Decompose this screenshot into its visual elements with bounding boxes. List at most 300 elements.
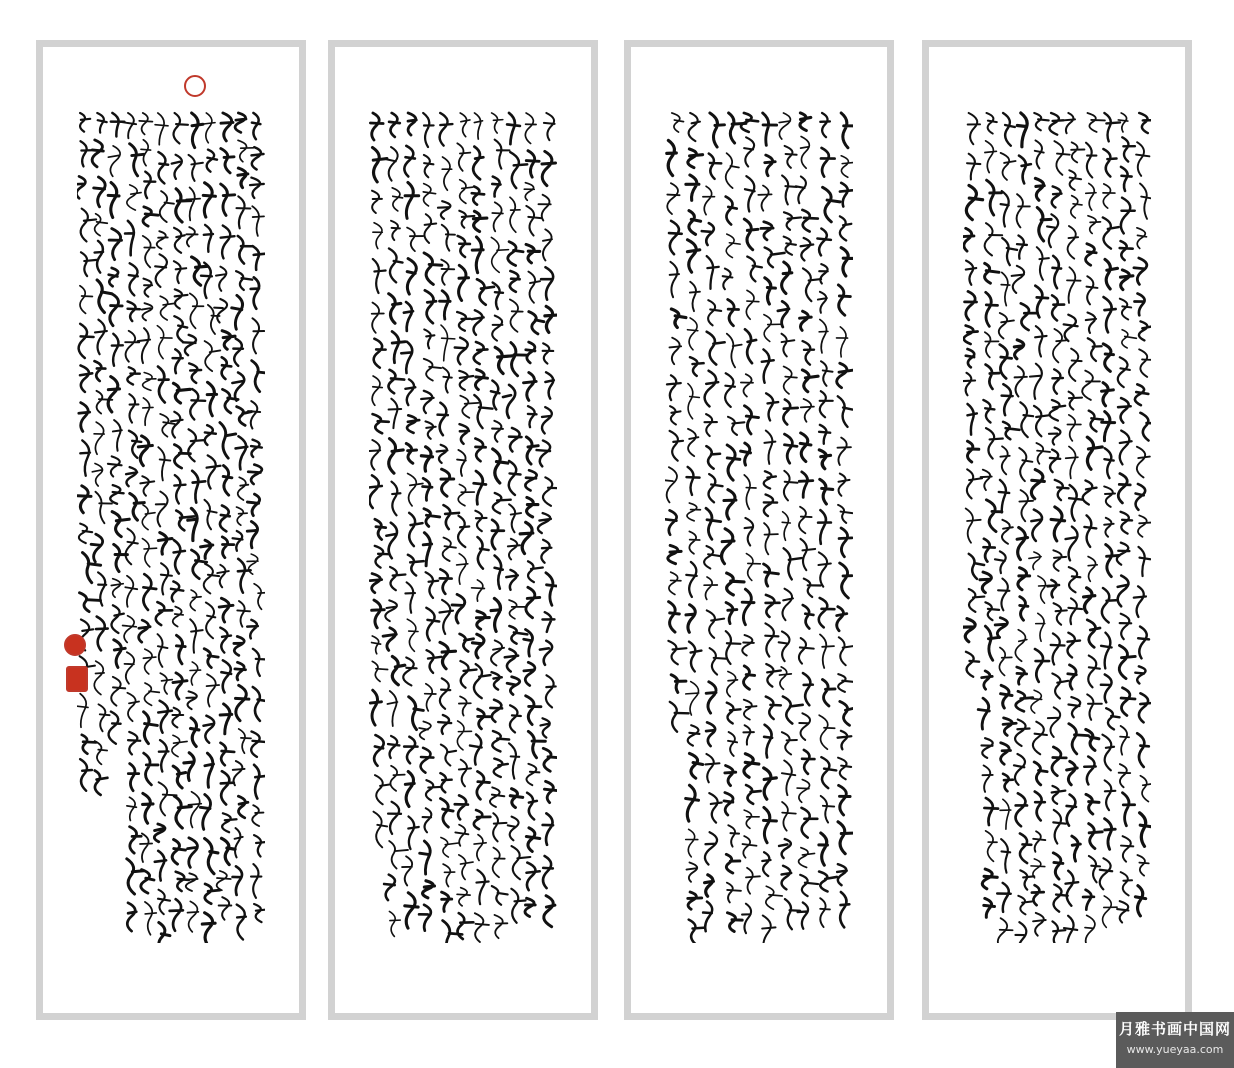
brush-character <box>170 899 183 931</box>
brush-character <box>688 149 703 168</box>
brush-character <box>372 303 384 333</box>
brush-character <box>963 373 975 395</box>
brush-character <box>545 306 557 332</box>
brush-character <box>214 299 227 322</box>
brush-character <box>1102 383 1114 406</box>
brush-character <box>1002 520 1013 544</box>
brush-character <box>388 736 399 758</box>
brush-character <box>80 286 93 314</box>
brush-character <box>818 292 827 313</box>
brush-character <box>190 619 203 653</box>
brush-character <box>110 294 122 326</box>
brush-character <box>820 479 833 504</box>
brush-character <box>111 677 125 706</box>
brush-character <box>968 404 977 435</box>
brush-character <box>142 303 153 320</box>
brush-character <box>472 310 484 335</box>
brush-character <box>705 371 719 407</box>
brush-character <box>838 822 852 854</box>
brush-character <box>158 701 172 733</box>
brush-character <box>237 507 248 525</box>
brush-character <box>171 412 183 438</box>
brush-character <box>373 259 386 293</box>
brush-character <box>1086 729 1099 750</box>
brush-character <box>543 343 554 363</box>
brush-character <box>819 425 830 444</box>
brush-character <box>723 269 733 290</box>
brush-character <box>1140 413 1151 441</box>
brush-character <box>528 406 537 427</box>
brush-character <box>475 913 489 942</box>
brush-character <box>1088 338 1102 361</box>
brush-character <box>407 259 416 295</box>
brush-character <box>440 678 450 708</box>
brush-character <box>405 182 419 218</box>
brush-character <box>233 866 242 895</box>
brush-character <box>1118 576 1129 607</box>
brush-character <box>1031 510 1042 541</box>
brush-character <box>1136 484 1146 510</box>
brush-character <box>802 210 817 232</box>
brush-character <box>129 431 141 458</box>
brush-character <box>80 365 92 391</box>
brush-character <box>1135 294 1145 316</box>
brush-character <box>1052 786 1066 804</box>
brush-character <box>1015 366 1027 396</box>
brush-character <box>192 113 203 148</box>
brush-character <box>474 211 487 231</box>
brush-character <box>157 231 168 249</box>
brush-character <box>726 197 737 225</box>
brush-character <box>408 817 418 850</box>
brush-character <box>157 326 172 359</box>
brush-character <box>370 113 383 140</box>
brush-character <box>109 712 121 744</box>
brush-character <box>799 638 814 664</box>
brush-character <box>455 795 468 819</box>
brush-character <box>138 436 152 466</box>
brush-character <box>998 579 1009 611</box>
brush-character <box>839 474 850 496</box>
brush-character <box>1134 258 1147 284</box>
brush-character <box>778 301 789 327</box>
brush-character <box>669 572 681 594</box>
brush-character <box>77 694 88 728</box>
brush-character <box>995 551 1006 573</box>
brush-character <box>426 572 439 598</box>
brush-character <box>766 697 781 719</box>
brush-character <box>703 186 715 214</box>
brush-character <box>383 628 396 651</box>
brush-character <box>188 838 198 868</box>
brush-character <box>686 175 699 200</box>
brush-character <box>404 737 417 763</box>
brush-character <box>236 436 248 469</box>
brush-character <box>477 537 488 569</box>
brush-character <box>1034 406 1049 436</box>
brush-character <box>472 580 485 601</box>
brush-character <box>220 423 236 459</box>
brush-character <box>1069 567 1081 592</box>
brush-character <box>525 470 536 490</box>
brush-character <box>127 693 139 721</box>
brush-character <box>963 619 975 642</box>
brush-character <box>472 187 484 205</box>
brush-character <box>235 662 246 680</box>
brush-character <box>840 892 849 927</box>
brush-character <box>438 201 450 219</box>
brush-character <box>437 445 448 463</box>
brush-character <box>1135 384 1148 405</box>
brush-character <box>372 636 381 654</box>
brush-character <box>155 254 167 287</box>
brush-character <box>765 248 785 268</box>
brush-character <box>1086 183 1096 210</box>
brush-character <box>204 564 219 594</box>
brush-character <box>1122 330 1137 348</box>
brush-character <box>783 696 803 723</box>
brush-character <box>986 500 1002 532</box>
brush-character <box>443 864 455 886</box>
brush-character <box>1038 576 1050 603</box>
brush-character <box>1086 143 1096 178</box>
brush-character <box>470 734 482 764</box>
brush-character <box>525 898 535 916</box>
brush-character <box>668 545 681 563</box>
brush-character <box>392 482 401 516</box>
brush-character <box>542 407 552 433</box>
brush-character <box>219 897 232 919</box>
brush-character <box>705 832 717 864</box>
brush-character <box>981 470 992 490</box>
brush-character <box>250 178 264 198</box>
brush-character <box>1000 799 1011 829</box>
brush-character <box>1088 216 1101 234</box>
brush-character <box>706 722 715 746</box>
brush-character <box>207 455 221 488</box>
brush-character <box>1051 633 1065 664</box>
brush-character <box>1119 645 1135 678</box>
brush-character <box>526 206 541 236</box>
brush-character <box>111 113 125 136</box>
brush-character <box>1052 369 1063 393</box>
brush-character <box>1000 345 1012 379</box>
brush-character <box>390 766 404 791</box>
brush-character <box>1052 295 1064 320</box>
brush-character <box>782 802 796 831</box>
brush-character <box>1055 480 1069 500</box>
brush-character <box>837 864 847 885</box>
brush-character <box>1067 761 1078 784</box>
brush-character <box>221 226 235 259</box>
brush-character <box>1033 913 1046 936</box>
brush-character <box>670 262 679 297</box>
brush-character <box>369 475 381 508</box>
brush-character <box>1017 113 1027 147</box>
brush-character <box>670 702 689 732</box>
brush-character <box>727 445 740 480</box>
brush-character <box>1034 762 1047 785</box>
brush-character <box>174 228 185 253</box>
brush-character <box>1035 649 1049 682</box>
brush-character <box>987 180 1002 215</box>
brush-character <box>1049 428 1060 445</box>
brush-character <box>744 666 755 689</box>
brush-character <box>820 113 830 137</box>
brush-character <box>239 729 251 753</box>
brush-character <box>802 750 814 774</box>
brush-character <box>109 268 118 286</box>
brush-character <box>708 474 722 502</box>
brush-character <box>409 513 422 546</box>
brush-character <box>1103 149 1116 177</box>
brush-character <box>963 228 974 251</box>
brush-character <box>402 856 412 885</box>
brush-character <box>407 619 418 651</box>
brush-character <box>112 512 129 537</box>
brush-character <box>423 808 432 832</box>
brush-character <box>424 509 440 527</box>
brush-character <box>1135 886 1145 916</box>
brush-character <box>704 546 720 568</box>
brush-character <box>690 357 704 376</box>
brush-character <box>782 760 795 795</box>
brush-character <box>1118 398 1131 423</box>
brush-character <box>820 391 833 417</box>
brush-character <box>443 538 456 561</box>
brush-character <box>220 505 230 531</box>
brush-character <box>966 261 976 285</box>
brush-character <box>155 851 166 881</box>
brush-character <box>509 504 521 532</box>
brush-character <box>667 140 677 175</box>
brush-character <box>1018 568 1030 590</box>
brush-character <box>520 522 533 553</box>
brush-character <box>821 361 833 386</box>
brush-character <box>237 905 246 940</box>
brush-character <box>508 817 519 841</box>
brush-character <box>803 268 821 301</box>
brush-character <box>79 324 94 358</box>
brush-character <box>144 683 159 705</box>
brush-character <box>113 420 122 451</box>
brush-character <box>158 533 172 555</box>
brush-character <box>690 753 703 778</box>
brush-character <box>441 260 454 285</box>
brush-character <box>985 332 999 357</box>
brush-character <box>689 113 700 141</box>
brush-character <box>421 748 434 773</box>
brush-character <box>386 523 397 559</box>
brush-character <box>125 576 137 607</box>
brush-character <box>205 425 216 445</box>
brush-character <box>140 833 152 862</box>
brush-character <box>995 618 1007 638</box>
brush-character <box>95 241 104 273</box>
brush-character <box>746 785 761 804</box>
brush-character <box>1088 557 1097 582</box>
brush-character <box>1054 141 1069 175</box>
scroll-paper <box>929 47 1185 1013</box>
brush-character <box>1140 776 1151 802</box>
brush-character <box>192 471 205 503</box>
brush-character <box>744 219 758 250</box>
brush-character <box>474 113 482 139</box>
brush-character <box>238 796 248 818</box>
brush-character <box>1032 885 1044 905</box>
brush-character <box>689 642 701 672</box>
brush-character <box>746 290 758 319</box>
brush-character <box>528 272 540 303</box>
brush-character <box>798 902 808 928</box>
brush-character <box>1048 580 1059 597</box>
brush-character <box>1052 673 1068 698</box>
brush-character <box>392 656 405 684</box>
brush-character <box>669 221 682 254</box>
brush-character <box>159 922 170 943</box>
brush-character <box>702 223 714 245</box>
brush-character <box>441 798 454 827</box>
brush-character <box>1101 674 1112 702</box>
brush-character <box>493 449 508 483</box>
brush-character <box>982 869 997 889</box>
brush-character <box>840 701 853 725</box>
brush-character <box>964 326 978 344</box>
brush-character <box>690 282 700 311</box>
brush-character <box>238 168 248 188</box>
brush-character <box>440 569 452 594</box>
brush-character <box>1084 588 1095 613</box>
brush-character <box>543 856 553 888</box>
brush-character <box>670 406 680 424</box>
brush-character <box>726 631 741 664</box>
brush-character <box>744 700 757 720</box>
brush-character <box>222 838 236 864</box>
brush-character <box>1089 856 1100 882</box>
brush-character <box>495 140 510 169</box>
scroll-paper <box>631 47 887 1013</box>
brush-character <box>1137 228 1147 249</box>
brush-character <box>424 329 434 348</box>
brush-character <box>800 311 812 330</box>
brush-character <box>804 579 821 597</box>
brush-character <box>841 156 853 177</box>
brush-character <box>491 237 508 272</box>
brush-character <box>687 503 700 521</box>
calligraphy-scroll-1 <box>36 40 306 1020</box>
brush-character <box>160 191 174 222</box>
brush-character <box>459 696 471 715</box>
brush-character <box>495 347 511 373</box>
brush-character <box>687 467 700 495</box>
brush-character <box>474 835 486 861</box>
calligraphy-text-image <box>369 107 557 943</box>
brush-character <box>110 485 123 504</box>
brush-character <box>252 113 261 139</box>
brush-character <box>801 238 814 260</box>
brush-character <box>543 477 557 505</box>
brush-character <box>1031 859 1045 878</box>
brush-character <box>724 490 736 519</box>
brush-character <box>238 236 252 264</box>
brush-character <box>764 807 777 842</box>
brush-character <box>460 180 473 204</box>
brush-character <box>80 759 92 791</box>
red-seal-stamp <box>184 75 206 97</box>
brush-character <box>688 318 698 350</box>
brush-character <box>526 828 539 852</box>
brush-character <box>109 229 121 260</box>
brush-character <box>143 398 153 425</box>
brush-character <box>492 316 502 341</box>
brush-character <box>1067 267 1081 303</box>
brush-character <box>370 690 381 725</box>
brush-character <box>176 635 185 664</box>
brush-character <box>1015 630 1026 662</box>
brush-character <box>143 373 156 391</box>
brush-character <box>819 450 830 469</box>
brush-character <box>672 113 684 132</box>
brush-character <box>785 899 800 929</box>
brush-character <box>388 802 401 834</box>
brush-character <box>1136 142 1149 176</box>
brush-character <box>966 185 982 219</box>
brush-character <box>127 185 141 210</box>
brush-character <box>823 679 836 705</box>
brush-character <box>158 367 169 403</box>
brush-character <box>1003 774 1013 791</box>
brush-character <box>254 835 265 856</box>
brush-character <box>782 262 792 293</box>
brush-character <box>81 209 96 242</box>
brush-character <box>1123 793 1135 826</box>
scroll-paper <box>335 47 591 1013</box>
brush-character <box>838 438 851 465</box>
brush-character <box>782 866 792 890</box>
brush-character <box>490 787 504 807</box>
watermark-url: www.yueyaa.com <box>1126 1043 1224 1056</box>
brush-character <box>1104 113 1120 141</box>
brush-character <box>838 505 852 523</box>
brush-character <box>79 403 90 432</box>
brush-character <box>175 289 188 308</box>
brush-character <box>138 328 151 363</box>
brush-character <box>83 553 101 583</box>
brush-character <box>797 780 809 803</box>
brush-character <box>95 771 108 795</box>
brush-character <box>728 913 743 932</box>
brush-character <box>1120 241 1133 260</box>
brush-character <box>968 113 980 144</box>
brush-character <box>457 450 466 476</box>
brush-character <box>1121 688 1135 716</box>
brush-character <box>1088 113 1105 132</box>
brush-character <box>1140 813 1151 847</box>
brush-character <box>253 649 265 676</box>
brush-character <box>689 211 701 235</box>
brush-character <box>967 154 980 180</box>
brush-character <box>841 248 853 276</box>
brush-character <box>986 428 1003 458</box>
brush-character <box>745 406 759 434</box>
brush-character <box>1001 153 1016 180</box>
brush-character <box>1103 896 1118 927</box>
brush-character <box>686 682 699 715</box>
brush-character <box>97 113 106 133</box>
brush-character <box>722 529 734 564</box>
brush-character <box>142 539 156 567</box>
brush-character <box>155 113 168 145</box>
